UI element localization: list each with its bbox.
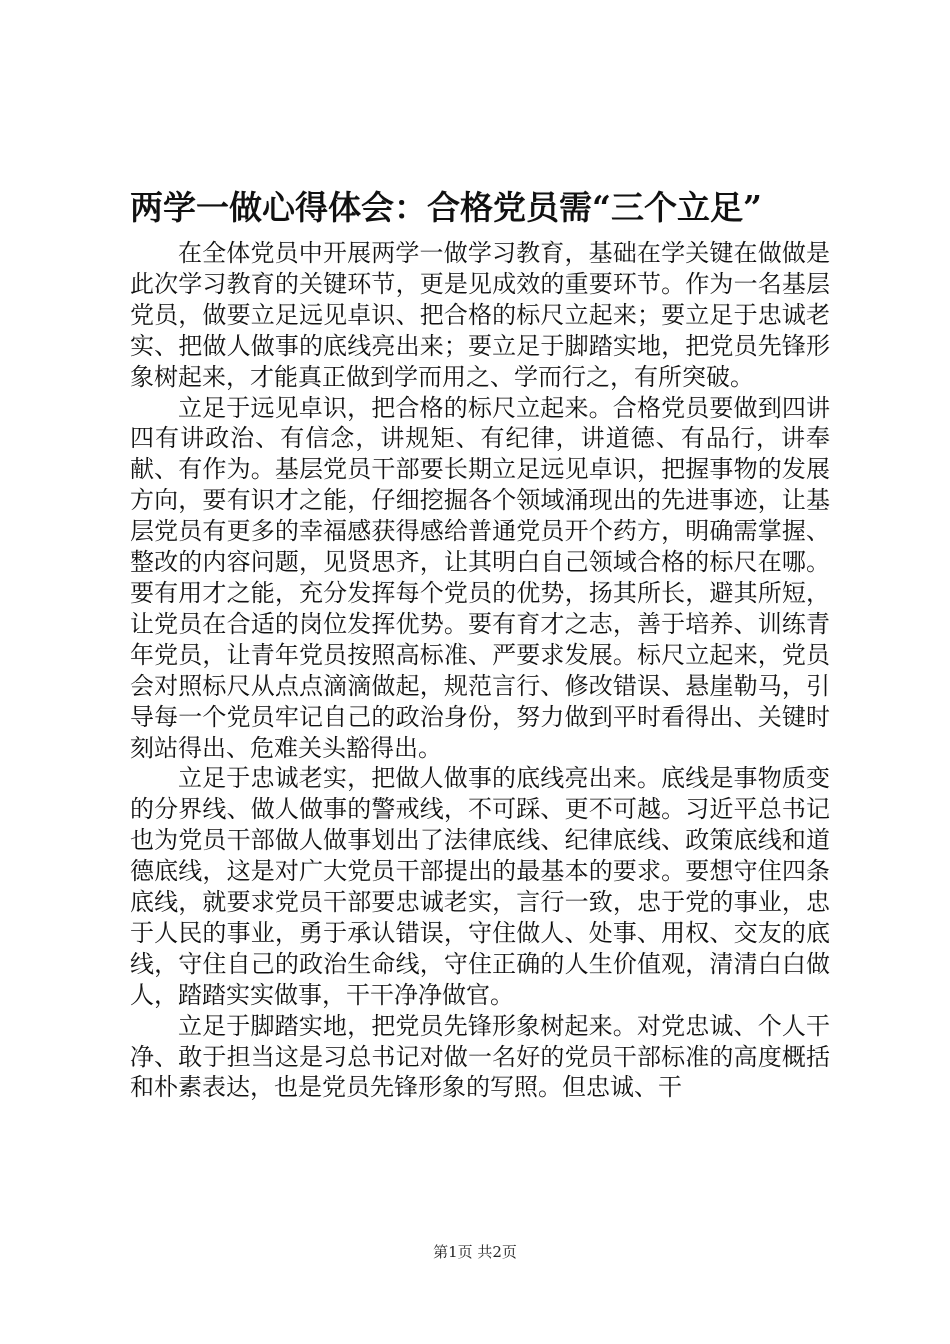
paragraph: 立足于脚踏实地，把党员先锋形象树起来。对党忠诚、个人干净、敢于担当这是习总书记对做一名好的党员干部标准的高度概括和朴素表达，也是党员先锋形象的写照。但忠诚、干 bbox=[130, 1011, 830, 1102]
document-title: 两学一做心得体会：合格党员需“三个立足” bbox=[130, 188, 762, 227]
page-footer: 第1页 共2页 bbox=[433, 1243, 517, 1261]
paragraph: 立足于忠诚老实，把做人做事的底线亮出来。底线是事物质变的分界线、做人做事的警戒线，不可踩、更不可越。习近平总书记也为党员干部做人做事划出了法律底线、纪律底线、政策底线和道德底线，这是对广大党员干部提出的最基本的要求。要想守住四条底线，就要求党员干部要忠诚老实，言行一致，忠于党的事业，忠于人民的事业，勇于承认错误，守住做人、处事、用权、交友的底线，守住自己的政治生命线，守住正确的人生价值观，清清白白做人，踏踏实实做事，干干净净做官。 bbox=[130, 764, 830, 1009]
document-body bbox=[130, 238, 830, 1103]
paragraph: 立足于远见卓识，把合格的标尺立起来。合格党员要做到四讲四有讲政治、有信念，讲规矩、有纪律，讲道德、有品行，讲奉献、有作为。基层党员干部要长期立足远见卓识，把握事物的发展方向，要有识才之能，仔细挖掘各个领域涌现出的先进事迹，让基层党员有更多的幸福感获得感给普通党员开个药方，明确需掌握、整改的内容问题，见贤思齐，让其明白自己领域合格的标尺在哪。要有用才之能，充分发挥每个党员的优势，扬其所长，避其所短，让党员在合适的岗位发挥优势。要有育才之志，善于培养、训练青年党员，让青年党员按照高标准、严要求发展。标尺立起来，党员会对照标尺从点点滴滴做起，规范言行、修改错误、悬崖勒马，引导每一个党员牢记自己的政治身份，努力做到平时看得出、关键时刻站得出、危难关头豁得出。 bbox=[130, 393, 830, 762]
paragraph: 在全体党员中开展两学一做学习教育，基础在学关键在做做是此次学习教育的关键环节，更是见成效的重要环节。作为一名基层党员，做要立足远见卓识、把合格的标尺立起来；要立足于忠诚老实、把做人做事的底线亮出来；要立足于脚踏实地，把党员先锋形象树起来，才能真正做到学而用之、学而行之，有所突破。 bbox=[130, 239, 830, 391]
